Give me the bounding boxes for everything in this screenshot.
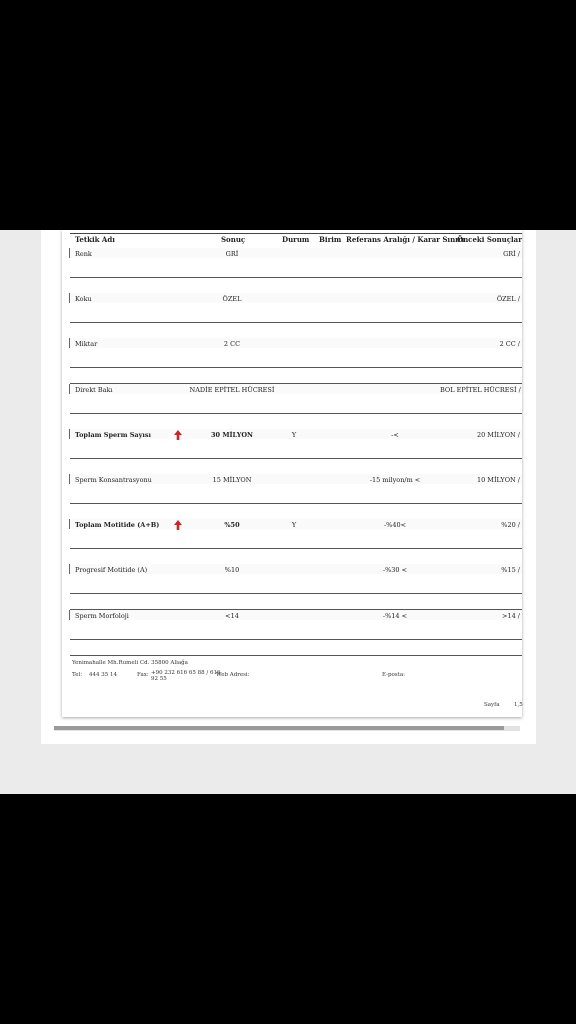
test-status: Y bbox=[291, 430, 297, 439]
row-marker bbox=[69, 429, 70, 439]
row-divider bbox=[70, 548, 522, 549]
row-marker bbox=[69, 384, 70, 394]
footer-web-label: Web Adresi: bbox=[216, 672, 250, 678]
footer-address: Yenimahalle Mh.Rumeli Cd. 35800 Aliağa bbox=[72, 660, 188, 666]
horizontal-scrollbar[interactable] bbox=[54, 726, 520, 731]
test-status: Y bbox=[291, 521, 297, 530]
table-row bbox=[0, 556, 576, 601]
test-previous: 2 CC / bbox=[499, 340, 520, 349]
header-test-name: Tetkik Adı bbox=[75, 235, 115, 244]
row-divider bbox=[70, 458, 522, 459]
test-previous: GRİ / bbox=[503, 250, 520, 258]
test-name: Koku bbox=[75, 295, 92, 304]
table-row bbox=[0, 330, 576, 375]
test-reference: -%40< bbox=[383, 521, 407, 530]
test-reference: -< bbox=[391, 430, 399, 439]
test-result: %10 bbox=[224, 566, 240, 575]
footer-email-label: E-posta: bbox=[382, 672, 405, 678]
footer-fax-value-1: +90 232 616 65 88 / 616 bbox=[151, 670, 221, 676]
test-previous: %15 / bbox=[501, 566, 520, 575]
row-divider bbox=[70, 593, 522, 594]
row-divider bbox=[70, 322, 522, 323]
table-row bbox=[0, 466, 576, 511]
row-divider bbox=[70, 639, 522, 640]
table-row bbox=[0, 240, 576, 285]
test-result: 30 MİLYON bbox=[211, 430, 253, 439]
header-previous: Önceki Sonuçlar bbox=[457, 235, 522, 244]
test-previous: %20 / bbox=[501, 521, 520, 530]
test-result: ÖZEL bbox=[222, 295, 242, 304]
test-result: NADİE EPİTEL HÜCRESİ bbox=[189, 385, 275, 394]
test-name: Sperm Konsantrasyonu bbox=[75, 476, 152, 484]
row-marker bbox=[69, 564, 70, 574]
header-unit: Birim bbox=[319, 235, 342, 244]
test-previous: 10 MİLYON / bbox=[476, 476, 520, 484]
test-previous: 20 MİLYON / bbox=[476, 430, 520, 439]
row-divider bbox=[70, 367, 522, 368]
header-result: Sonuç bbox=[221, 235, 246, 244]
test-result: 15 MİLYON bbox=[212, 476, 252, 484]
test-reference: -%14 < bbox=[382, 611, 408, 620]
header-status: Durum bbox=[282, 235, 310, 244]
test-name: Progresif Motitide (A) bbox=[75, 566, 148, 575]
table-row bbox=[0, 285, 576, 330]
test-result: %50 bbox=[224, 521, 240, 530]
test-reference: -%30 < bbox=[382, 566, 408, 575]
row-marker bbox=[69, 248, 70, 258]
test-previous: >14 / bbox=[502, 611, 520, 620]
scrollbar-thumb[interactable] bbox=[54, 726, 504, 730]
table-row bbox=[0, 511, 576, 556]
test-name: Toplam Sperm Sayısı bbox=[75, 430, 152, 439]
test-result: 2 CC bbox=[223, 340, 241, 349]
row-marker bbox=[69, 474, 70, 484]
header-top-rule bbox=[70, 233, 522, 234]
test-previous: BOL EPİTEL HÜCRESİ / bbox=[440, 385, 521, 394]
test-reference: -15 milyon/m < bbox=[369, 476, 421, 484]
table-row bbox=[0, 421, 576, 466]
row-divider bbox=[70, 503, 522, 504]
test-name: Miktar bbox=[75, 340, 98, 349]
test-name: Renk bbox=[75, 250, 92, 258]
footer-fax-value-2: 92 55 bbox=[151, 676, 167, 682]
row-divider bbox=[70, 413, 522, 414]
footer-page-label: Sayfa bbox=[484, 702, 500, 708]
footer-tel-value: 444 35 14 bbox=[89, 672, 117, 678]
row-divider bbox=[70, 277, 522, 278]
test-name: Toplam Motitide (A+B) bbox=[75, 521, 160, 530]
row-marker bbox=[69, 338, 70, 348]
footer-tel-label: Tel: bbox=[72, 672, 83, 678]
table-row bbox=[0, 602, 576, 647]
test-name: Direkt Bakı bbox=[75, 385, 113, 394]
red-up-arrow-icon bbox=[174, 430, 182, 440]
row-marker bbox=[69, 293, 70, 303]
test-name: Sperm Morfoloji bbox=[75, 611, 129, 620]
row-divider bbox=[70, 655, 522, 656]
red-up-arrow-icon bbox=[174, 520, 182, 530]
row-marker bbox=[69, 519, 70, 529]
footer-fax-label: Fax: bbox=[137, 672, 149, 678]
test-result: GRİ bbox=[225, 250, 239, 258]
header-reference: Referans Aralığı / Karar Sınırı bbox=[346, 235, 465, 244]
row-marker bbox=[69, 610, 70, 620]
document-viewport[interactable] bbox=[0, 230, 576, 794]
table-row bbox=[0, 376, 576, 421]
test-previous: ÖZEL / bbox=[496, 295, 520, 304]
test-result: <14 bbox=[225, 611, 239, 620]
footer-page-value: 1,5 bbox=[514, 702, 523, 708]
